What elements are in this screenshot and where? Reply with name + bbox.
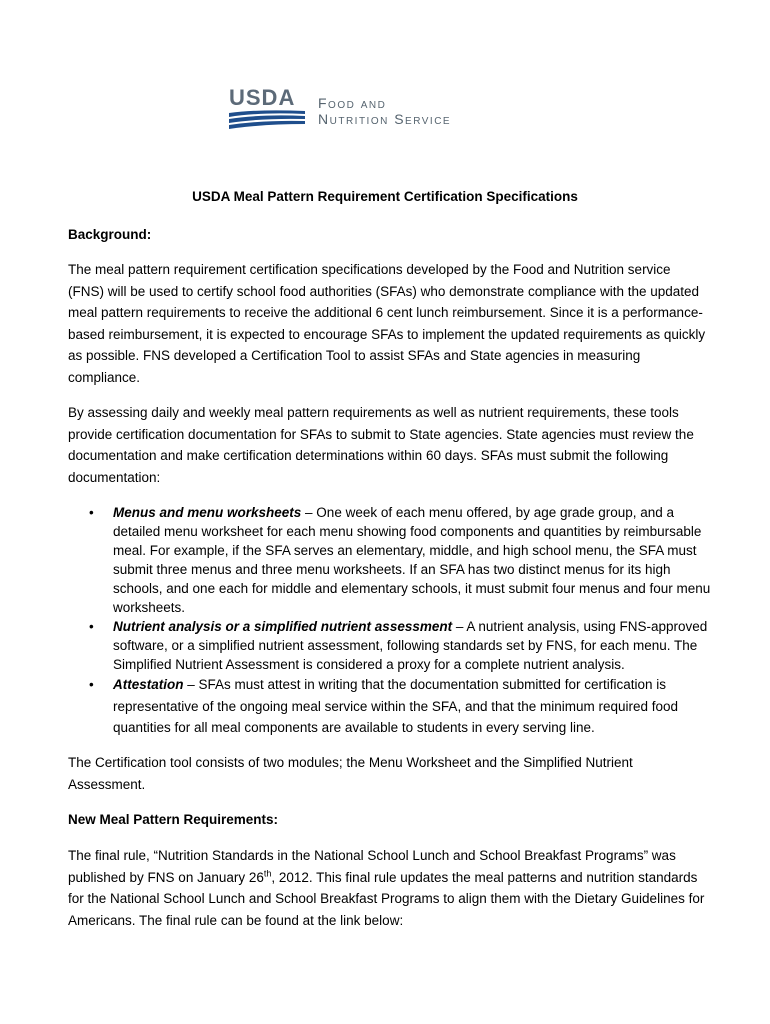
bullet-icon: • [89,677,94,692]
certification-tool-paragraph: The Certification tool consists of two modules; the Menu Worksheet and the Simplified Nutrient Assessment. [68,755,633,792]
list-item [89,503,713,617]
document-title: USDA Meal Pattern Requirement Certification Specifications [192,189,578,204]
new-requirements-heading: New Meal Pattern Requirements: [68,812,279,827]
list-item-term: Nutrient analysis or a simplified nutrient assessment [113,619,453,634]
logo-line-nutrition-service: Nutrition Service [318,111,452,127]
usda-swoosh-icon [229,109,307,133]
usda-logo-text: USDA [229,85,296,110]
usda-mark [229,87,307,133]
list-item-text: – A nutrient analysis, using FNS-approved software, or a simplified nutrient assessment, following standards set by FNS, for each menu. The Simplified Nutrient Assessment is considered a proxy for a complete nutrient analysis. [113,619,708,672]
usda-fns-logo [229,87,529,137]
background-heading: Background: [68,227,152,242]
final-rule-text-start: The final rule, “Nutrition Standards in the National School Lunch and School Breakfast Programs” was published by FNS on January 26 [68,848,676,885]
background-paragraph-1: The meal pattern requirement certification specifications developed by the Food and Nutrition service (FNS) will be used to certify school food authorities (SFAs) who demonstrate compliance with the updated meal pattern requirements to receive the additional 6 cent lunch reimbursement. Since it is a performance-based reimbursement, it is expected to encourage SFAs to implement the updated requirements as quickly as possible. FNS developed a Certification Tool to assist SFAs and State agencies in measuring compliance. [68,262,706,385]
date-ordinal-suffix: th [263,868,272,879]
list-item [89,674,713,739]
bullet-icon: • [89,619,94,634]
logo-line-food-and: Food and [318,95,387,111]
list-item-term: Menus and menu worksheets [113,505,302,520]
final-rule-paragraph [68,845,708,931]
documentation-list [89,503,713,739]
list-item-text: – SFAs must attest in writing that the documentation submitted for certification is representative of the ongoing meal service within the SFA, and that the minimum required food quantities for all meal components are available to students in every serving line. [113,677,679,736]
list-item [89,617,713,674]
final-rule-text-end: , 2012. This final rule updates the meal patterns and nutrition standards for the National School Lunch and School Breakfast Programs to align them with the Dietary Guidelines for Americans. The final rule can be found at the link below: [68,869,705,928]
bullet-icon: • [89,505,94,520]
list-item-term: Attestation [113,677,184,692]
background-paragraph-2: By assessing daily and weekly meal pattern requirements as well as nutrient requirements, these tools provide certification documentation for SFAs to submit to State agencies. State agencies must review the documentation and make certification determinations within 60 days. SFAs must submit the following documentation: [68,405,694,485]
list-item-text: – One week of each menu offered, by age grade group, and a detailed menu worksheet for each menu showing food components and quantities by reimbursable meal. For example, if the SFA serves an elementary, middle, and high school menu, the SFA must submit three menus and three menu worksheets. If an SFA has two distinct menus for its high schools, and one each for middle and elementary schools, it must submit four menus and four menu worksheets. [113,505,711,615]
